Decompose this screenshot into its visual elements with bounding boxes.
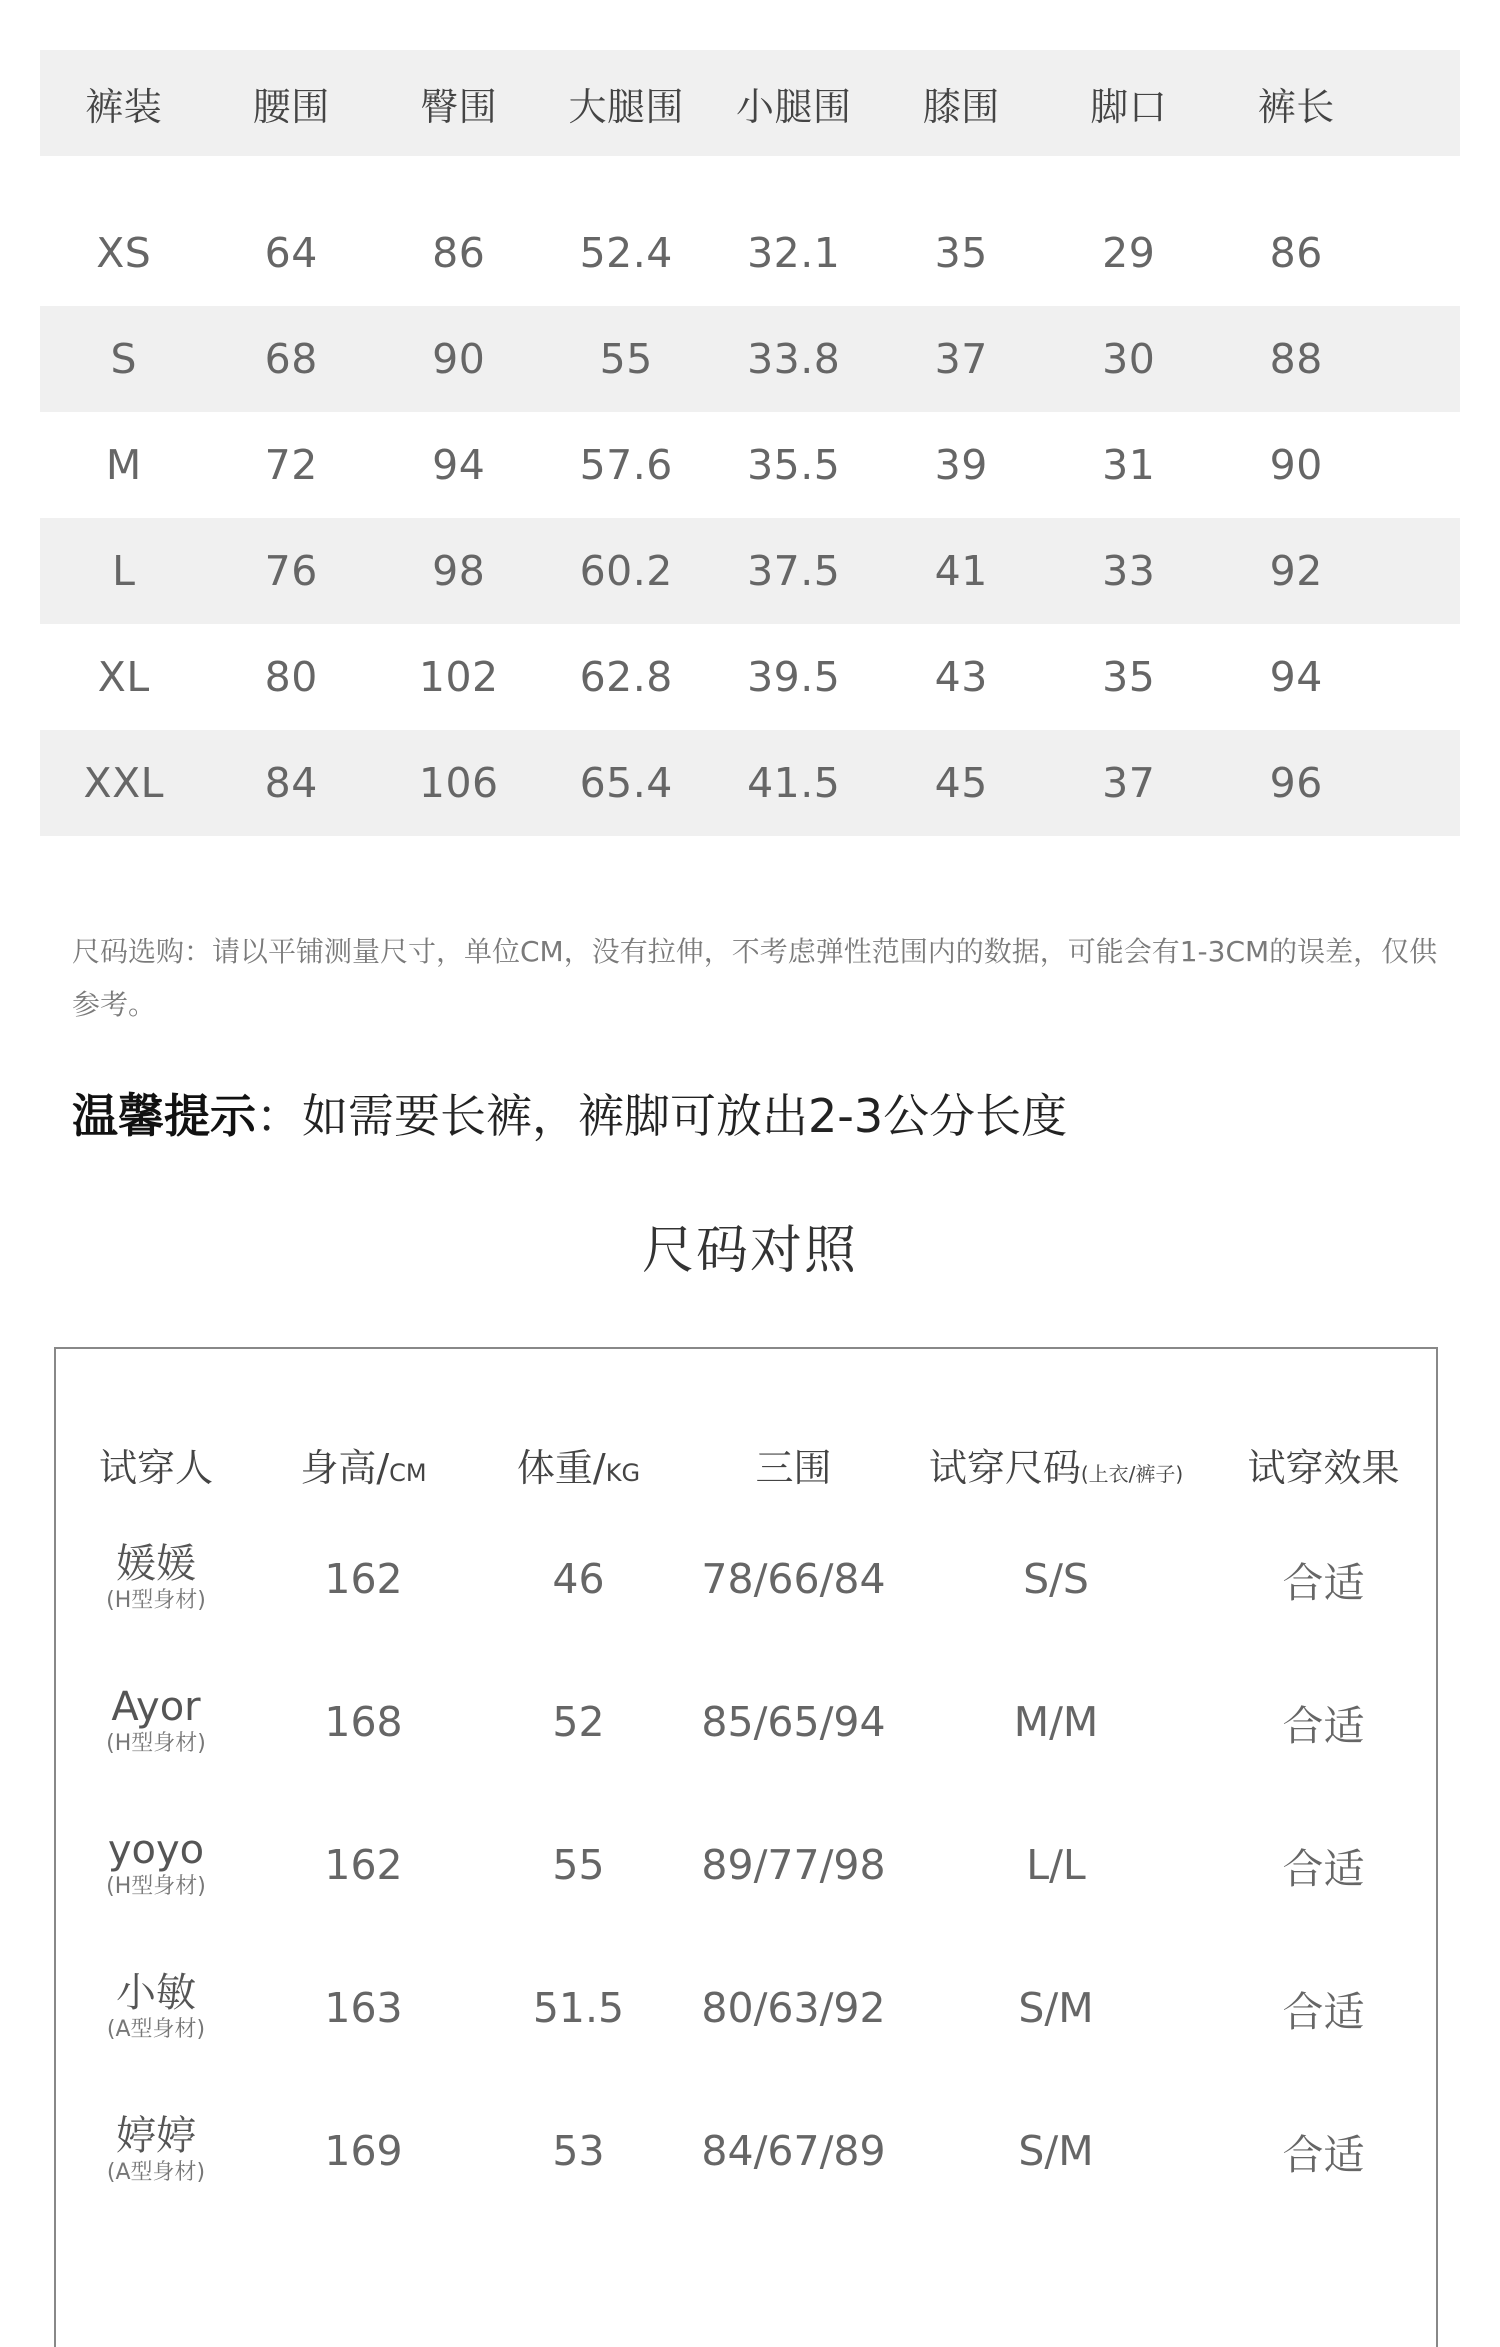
header-cell-calf: 小腿围 [735,84,852,129]
table-row [40,624,1460,730]
table-cell: 106 [418,759,499,807]
table-cell: 57.6 [579,441,673,489]
size-table-spacer [40,156,1460,200]
table-row [56,1677,1436,1767]
table-cell: 35 [1102,653,1156,701]
header-cell-hem: 脚口 [1090,84,1168,129]
table-cell: 64 [264,229,318,277]
header-height-label: 身高/ [300,1445,390,1490]
person-cell [56,2114,256,2188]
table-cell: 29 [1102,229,1156,277]
table-cell: 68 [264,335,318,383]
table-cell: 45 [934,759,988,807]
person-name: 小敏 [116,1970,196,2016]
header-cell-length: 裤长 [1257,84,1335,129]
weight-cell: 46 [552,1555,605,1603]
body-type: (A型身材) [106,2017,206,2042]
size-cell: S/S [1023,1555,1089,1603]
measurements-cell: 80/63/92 [701,1984,886,2032]
table-row [40,412,1460,518]
header-height-unit: CM [389,1458,427,1487]
table-cell: 41 [934,547,988,595]
table-cell: 35.5 [747,441,841,489]
table-cell: 96 [1269,759,1323,807]
height-cell: 162 [324,1841,403,1889]
weight-cell: 52 [552,1698,605,1746]
size-label: XS [96,229,152,277]
person-cell [56,1828,256,1902]
header-weight [471,1437,686,1492]
size-label: XXL [83,759,165,807]
table-cell: 84 [264,759,318,807]
table-cell: 32.1 [747,229,841,277]
table-cell: 102 [418,653,499,701]
warm-tip [72,1080,1067,1146]
height-cell: 168 [324,1698,403,1746]
person-name: 媛媛 [116,1541,196,1587]
header-cell-hip: 臀围 [420,84,498,129]
table-cell: 98 [432,547,486,595]
person-cell [56,1971,256,2045]
size-cell: M/M [1013,1698,1099,1746]
table-cell: 72 [264,441,318,489]
size-label: S [110,335,138,383]
table-row [40,730,1460,836]
table-cell: 62.8 [579,653,673,701]
table-cell: 86 [432,229,486,277]
header-weight-label: 体重/ [516,1445,606,1490]
table-cell: 88 [1269,335,1323,383]
table-row [56,1534,1436,1624]
table-cell: 33.8 [747,335,841,383]
table-cell: 33 [1102,547,1156,595]
trial-table-header [56,1434,1436,1494]
table-row [56,2106,1436,2196]
size-table-header [40,50,1460,156]
measurements-cell: 85/65/94 [701,1698,886,1746]
size-cell: S/M [1018,2127,1094,2175]
size-cell: L/L [1026,1841,1086,1889]
person-name: Ayor [111,1684,201,1730]
person-name: 婷婷 [116,2113,196,2159]
body-type: (H型身材) [106,1588,206,1613]
section-title: 尺码对照 [641,1221,858,1281]
table-cell: 94 [432,441,486,489]
size-label: L [112,547,136,595]
weight-cell: 51.5 [532,1984,625,2032]
effect-cell: 合适 [1282,1701,1365,1750]
header-height [256,1437,471,1492]
table-cell: 31 [1102,441,1156,489]
table-row [56,1820,1436,1910]
header-cell-type: 裤装 [85,84,163,129]
size-label: XL [97,653,150,701]
table-cell: 55 [599,335,653,383]
header-measurements: 三围 [755,1445,832,1490]
table-row [40,306,1460,412]
table-cell: 60.2 [579,547,673,595]
trial-table [54,1347,1438,2347]
table-cell: 80 [264,653,318,701]
table-cell: 90 [1269,441,1323,489]
height-cell: 163 [324,1984,403,2032]
header-person: 试穿人 [98,1445,213,1490]
table-cell: 39.5 [747,653,841,701]
table-cell: 43 [934,653,988,701]
person-cell [56,1542,256,1616]
effect-cell: 合适 [1282,1558,1365,1607]
tip-label: 温馨提示 [72,1089,256,1143]
header-cell-thigh: 大腿围 [568,84,684,129]
table-cell: 37.5 [747,547,841,595]
body-type: (H型身材) [106,1874,206,1899]
size-label: M [105,441,142,489]
header-weight-unit: KG [605,1458,641,1487]
table-cell: 39 [934,441,988,489]
table-row [40,518,1460,624]
measurements-cell: 78/66/84 [701,1555,886,1603]
tip-text: ：如需要长裤，裤脚可放出2-3公分长度 [256,1089,1068,1143]
effect-cell: 合适 [1282,1844,1365,1893]
table-cell: 41.5 [747,759,841,807]
body-type: (A型身材) [106,2160,206,2185]
header-effect: 试穿效果 [1247,1445,1400,1490]
header-size-label: 试穿尺码 [928,1445,1081,1490]
size-cell: S/M [1018,1984,1094,2032]
person-cell [56,1685,256,1759]
size-table [40,50,1460,836]
table-cell: 52.4 [579,229,673,277]
effect-cell: 合适 [1282,1987,1365,2036]
table-cell: 37 [1102,759,1156,807]
table-cell: 35 [934,229,988,277]
measurements-cell: 89/77/98 [701,1841,886,1889]
table-row [40,200,1460,306]
table-cell: 86 [1269,229,1323,277]
size-note: 尺码选购：请以平铺测量尺寸，单位CM，没有拉伸，不考虑弹性范围内的数据，可能会有1-3CM的误差，仅供参考。 [72,935,1438,1021]
effect-cell: 合适 [1282,2130,1365,2179]
table-cell: 92 [1269,547,1323,595]
table-cell: 76 [264,547,318,595]
body-type: (H型身材) [106,1731,206,1756]
header-cell-knee: 膝围 [922,84,1000,129]
weight-cell: 53 [552,2127,605,2175]
measurements-cell: 84/67/89 [701,2127,886,2175]
table-cell: 37 [934,335,988,383]
height-cell: 162 [324,1555,403,1603]
table-row [56,1963,1436,2053]
header-size-note: (上衣/裤子) [1080,1461,1184,1486]
table-cell: 90 [432,335,486,383]
header-cell-waist: 腰围 [252,84,330,129]
header-size [901,1437,1211,1492]
table-cell: 30 [1102,335,1156,383]
person-name: yoyo [107,1827,205,1873]
height-cell: 169 [324,2127,403,2175]
table-cell: 94 [1269,653,1323,701]
table-cell: 65.4 [579,759,673,807]
weight-cell: 55 [552,1841,605,1889]
